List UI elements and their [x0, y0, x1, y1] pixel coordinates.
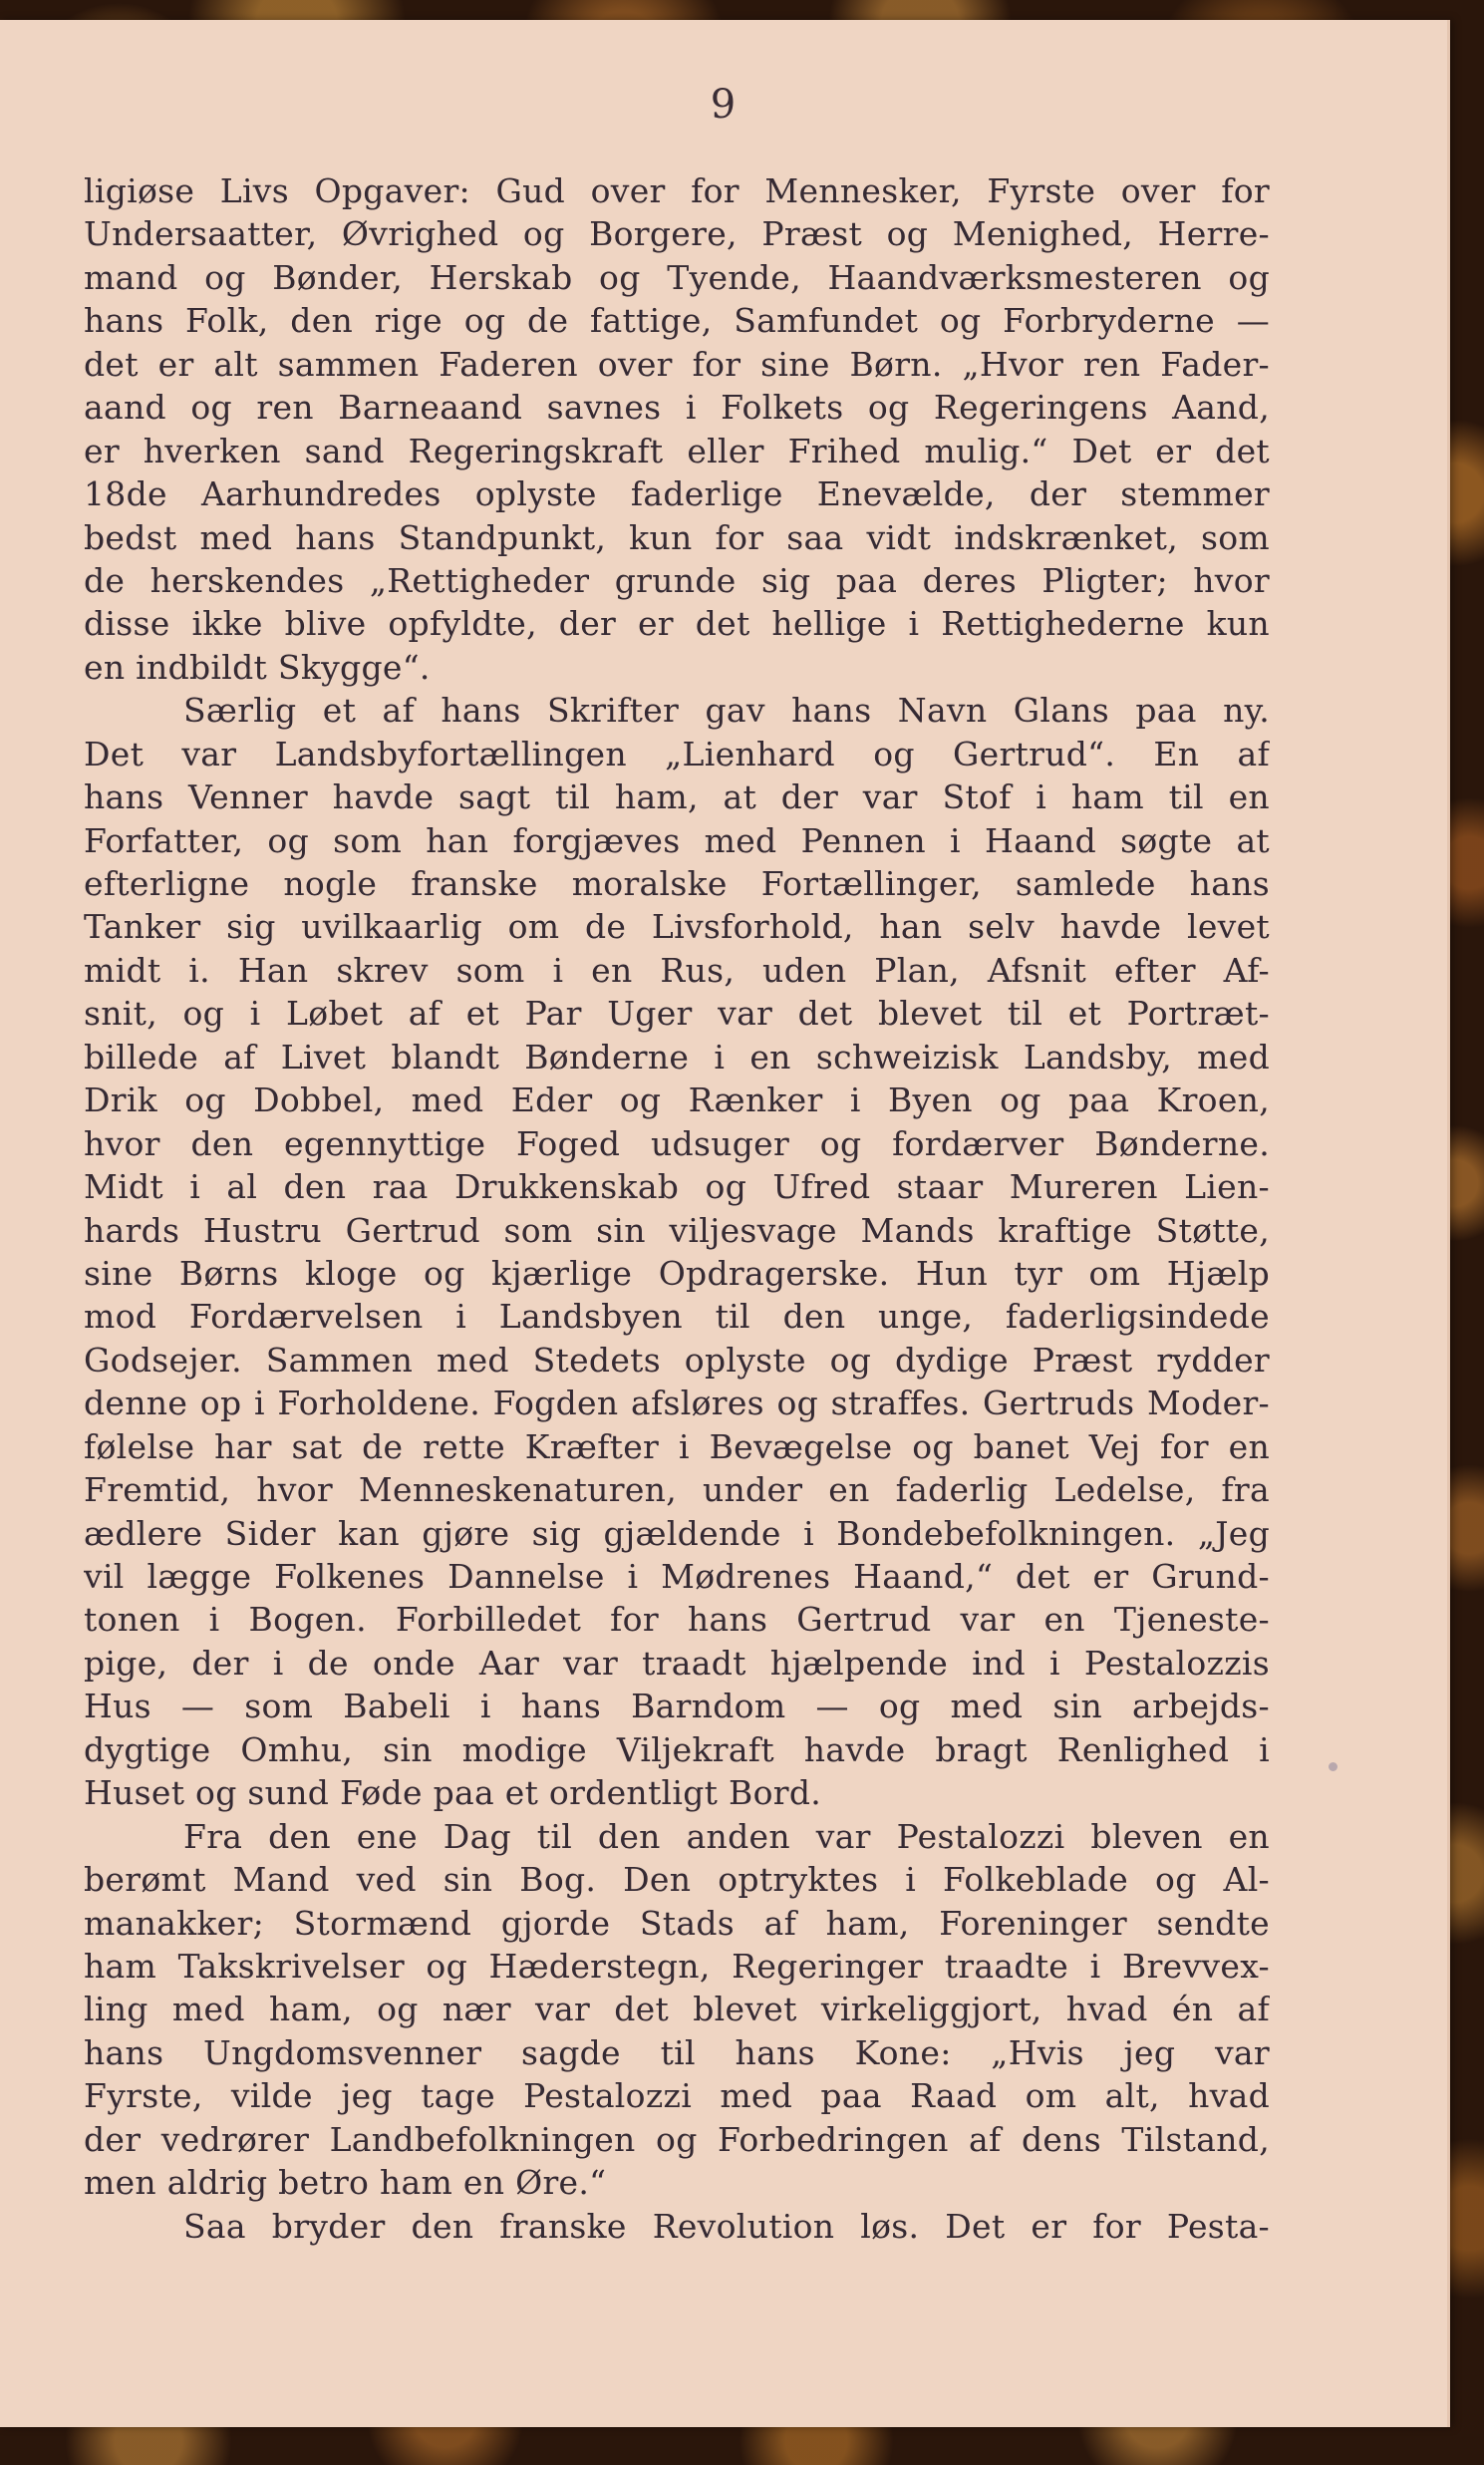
- text-line: mod Fordærvelsen i Landsbyen til den unge, faderligsindede: [84, 1297, 1270, 1337]
- text-line: Drik og Dobbel, med Eder og Rænker i Byen og paa Kroen,: [84, 1080, 1270, 1120]
- text-line: Fremtid, hvor Menneskenaturen, under en faderlig Ledelse, fra: [84, 1470, 1270, 1510]
- text-line: aand og ren Barneaand savnes i Folkets og Regeringens Aand,: [84, 388, 1270, 428]
- text-line: ling med ham, og nær var det blevet virkeliggjort, hvad én af: [84, 1990, 1270, 2029]
- text-line: men aldrig betro ham en Øre.“: [84, 2163, 607, 2203]
- text-line: Hus — som Babeli i hans Barndom — og med sin arbejds-: [84, 1687, 1270, 1726]
- text-line: tonen i Bogen. Forbilledet for hans Gertrud var en Tjeneste-: [84, 1600, 1270, 1640]
- text-line: billede af Livet blandt Bønderne i en schweizisk Landsby, med: [84, 1037, 1270, 1077]
- text-line: Undersaatter, Øvrighed og Borgere, Præst og Menighed, Herre-: [84, 214, 1270, 254]
- text-line: ligiøse Livs Opgaver: Gud over for Mennesker, Fyrste over for: [84, 171, 1270, 210]
- text-line: en indbildt Skygge“.: [84, 647, 431, 687]
- text-line: hvor den egennyttige Foged udsuger og fordærver Bønderne.: [84, 1123, 1270, 1163]
- text-line: denne op i Forholdene. Fogden afsløres og straffes. Gertruds Moder-: [84, 1384, 1270, 1423]
- margin-speck: [1329, 1762, 1337, 1771]
- text-line: der vedrører Landbefolkningen og Forbedringen af dens Tilstand,: [84, 2119, 1270, 2159]
- text-line: Fyrste, vilde jeg tage Pestalozzi med paa Raad om alt, hvad: [84, 2076, 1270, 2116]
- text-line: de herskendes „Rettigheder grunde sig paa deres Pligter; hvor: [84, 560, 1270, 600]
- body-text: [84, 169, 1270, 2248]
- text-line: midt i. Han skrev som i en Rus, uden Plan, Afsnit efter Af-: [84, 950, 1270, 990]
- text-line: ædlere Sider kan gjøre sig gjældende i Bondebefolkningen. „Jeg: [84, 1513, 1270, 1553]
- text-line: pige, der i de onde Aar var traadt hjælpende ind i Pestalozzis: [84, 1643, 1270, 1683]
- text-line: er hverken sand Regeringskraft eller Frihed mulig.“ Det er det: [84, 431, 1270, 470]
- text-line: Godsejer. Sammen med Stedets oplyste og dydige Præst rydder: [84, 1340, 1270, 1380]
- text-line: Særlig et af hans Skrifter gav hans Navn Glans paa ny.: [183, 691, 1270, 731]
- text-line: hans Folk, den rige og de fattige, Samfundet og Forbryderne —: [84, 301, 1270, 341]
- text-line: disse ikke blive opfyldte, der er det hellige i Rettighederne kun: [84, 604, 1270, 644]
- text-line: berømt Mand ved sin Bog. Den optryktes i Folkeblade og Al-: [84, 1860, 1270, 1900]
- text-line: hans Venner havde sagt til ham, at der var Stof i ham til en: [84, 777, 1270, 817]
- text-line: Fra den ene Dag til den anden var Pestalozzi bleven en: [183, 1816, 1270, 1856]
- text-line: bedst med hans Standpunkt, kun for saa vidt indskrænket, som: [84, 517, 1270, 557]
- text-line: Det var Landsbyfortællingen „Lienhard og Gertrud“. En af: [84, 734, 1270, 773]
- text-line: sine Børns kloge og kjærlige Opdragerske. Hun tyr om Hjælp: [84, 1253, 1270, 1293]
- text-line: snit, og i Løbet af et Par Uger var det blevet til et Portræt-: [84, 994, 1270, 1034]
- text-line: hans Ungdomsvenner sagde til hans Kone: „Hvis jeg var: [84, 2032, 1270, 2072]
- text-line: vil lægge Folkenes Dannelse i Mødrenes Haand,“ det er Grund-: [84, 1557, 1270, 1596]
- text-line: manakker; Stormænd gjorde Stads af ham, Foreninger sendte: [84, 1903, 1270, 1943]
- text-line: følelse har sat de rette Kræfter i Bevægelse og banet Vej for en: [84, 1426, 1270, 1466]
- text-line: hards Hustru Gertrud som sin viljesvage Mands kraftige Støtte,: [84, 1210, 1270, 1250]
- text-line: ham Takskrivelser og Hæderstegn, Regeringer traadte i Brevvex-: [84, 1946, 1270, 1986]
- text-line: Forfatter, og som han forgjæves med Pennen i Haand søgte at: [84, 820, 1270, 860]
- text-line: Saa bryder den franske Revolution løs. Det er for Pesta-: [183, 2206, 1270, 2246]
- text-line: efterligne nogle franske moralske Fortællinger, samlede hans: [84, 864, 1270, 903]
- book-page: [0, 20, 1450, 2427]
- page-number: 9: [710, 82, 738, 128]
- text-line: mand og Bønder, Herskab og Tyende, Haandværksmesteren og: [84, 257, 1270, 297]
- text-line: Midt i al den raa Drukkenskab og Ufred staar Mureren Lien-: [84, 1167, 1270, 1207]
- text-line: 18de Aarhundredes oplyste faderlige Enevælde, der stemmer: [84, 474, 1270, 514]
- text-line: dygtige Omhu, sin modige Viljekraft havde bragt Renlighed i: [84, 1729, 1270, 1769]
- text-line: Huset og sund Føde paa et ordentligt Bord.: [84, 1773, 822, 1813]
- text-line: Tanker sig uvilkaarlig om de Livsforhold, han selv havde levet: [84, 907, 1270, 947]
- text-line: det er alt sammen Faderen over for sine Børn. „Hvor ren Fader-: [84, 344, 1270, 384]
